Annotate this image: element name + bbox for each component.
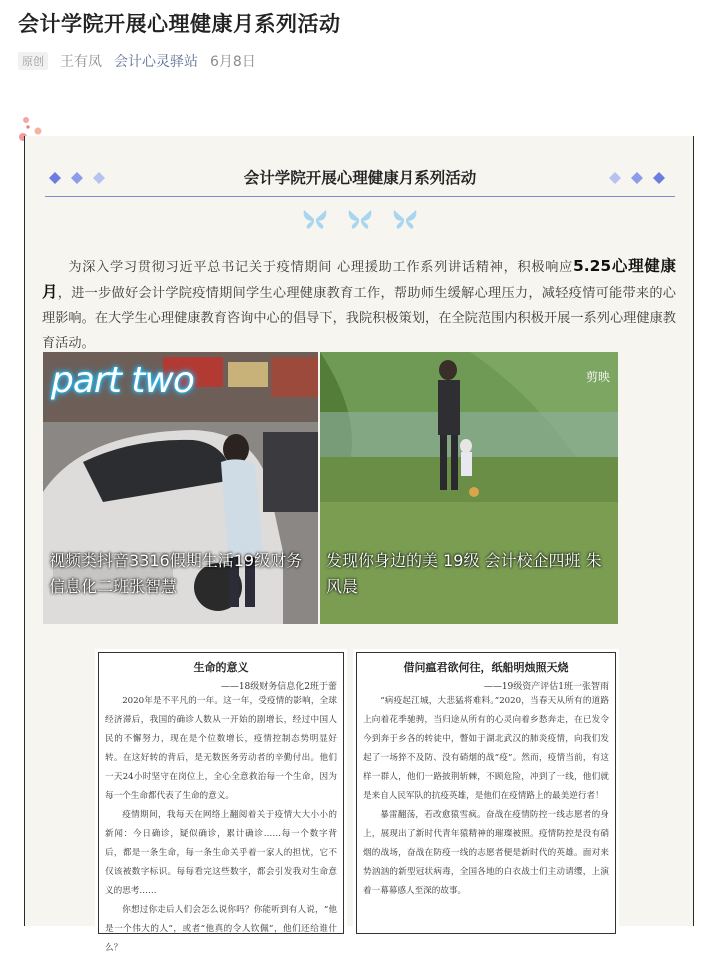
essay-document-2[interactable] — [356, 652, 616, 934]
essay-paragraph: 疫情期间，我每天在网络上翻阅着关于疫情大大小小的新闻：今日确诊，疑似确诊，累计确诊……每一个数字背后，都是一条生命，每一条生命关乎着一家人的担忧，它不仅该被数字标识。每每看完这些数字，都会引发我对生命意义的思考…… — [105, 810, 337, 896]
article-title: 会计学院开展心理健康月系列活动 — [18, 12, 341, 36]
intro-highlight: 5.25心理健康月 — [42, 257, 676, 301]
intro-text-1: 为深入学习贯彻习近平总书记关于疫情期间 心理援助工作系列讲话精神，积极响应 — [68, 260, 573, 275]
card-header — [45, 156, 675, 197]
author-name: 王有凤 — [60, 54, 102, 70]
essay-title-1: 生命的意义 — [193, 661, 249, 674]
essay-paragraph: 2020年是不平凡的一年。这一年，受疫情的影响，全球经济滞后，我国的确诊人数从一开始的剧增长，经过中国人民的不懈努力，现在是个位数增长，疫情控制态势明显好转。在这好转的背后，是无数医务劳动者的辛勤付出。他们一天24小时坚守在岗位上，全心全意救治每一个生命，因为每一个生命都代表了生命的意义。 — [105, 696, 337, 801]
essay-byline-2: ——19级资产评估1班一张智雨 — [483, 682, 609, 692]
original-tag: 原创 — [18, 52, 48, 70]
essay-paragraph: 你想过你走后人们会怎么说你吗？你能听到有人说，“他是一个伟大的人”，或者“他真的令人钦佩”，他们还给谁什么？ — [105, 905, 337, 953]
essay-title-2: 借问瘟君欲何往，纸船明烛照天烧 — [403, 661, 569, 674]
account-link[interactable]: 会计心灵驿站 — [114, 54, 198, 70]
essay-byline-1: ——18级财务信息化2班于蕾 — [220, 682, 337, 692]
photo-caption-1: 视频类抖音3316假期生活19级财务信息化二班张智慧 — [49, 551, 303, 596]
intro-text-2: ，进一步做好会计学院疫情期间学生心理健康教育工作，帮助师生缓解心理压力，减轻疫情可能带来的心理影响。在大学生心理健康教育咨询中心的倡导下，我院积极策划，在全院范围内积极开展一系列心理健康教育活动。 — [42, 286, 676, 351]
card-heading: 会计学院开展心理健康月系列活动 — [243, 169, 477, 187]
article-card — [24, 136, 694, 953]
article-meta — [18, 52, 256, 70]
diamond-right-icon — [609, 172, 669, 184]
butterfly-icon — [300, 208, 430, 230]
publish-date: 6月8日 — [210, 54, 256, 70]
capcut-logo-icon: 剪映 — [585, 370, 610, 384]
photo-caption-2: 发现你身边的美 19级 会计校企四班 朱风晨 — [326, 551, 602, 596]
intro-paragraph — [42, 254, 676, 356]
essay-document-1[interactable] — [98, 652, 344, 953]
part-two-overlay: part two — [51, 360, 194, 401]
essay-paragraph: 暴雷翻荡，若改愈猿雪疯。奋战在疫情防控一线志愿者的身上，展现出了新时代青年猿精神的璀璨被照。疫情防控是没有硝烟的战场，奋战在防疫一线的志愿者便是新时代的英雄。面对来势汹汹的新型冠状病毒，全国各地的白衣战士们主动请缨，上演着一幕幕感人至深的故事。 — [363, 810, 609, 896]
video-photo-2[interactable] — [320, 352, 618, 624]
essay-paragraph: “病疫起江城，大悲猛将难料。”2020，当春天从所有的道路上向着花季驰骋，当归途从所有的心灵向着乡愁奔走，在已发令今到奔于乡各的转徒中，瞥如于湖北武汉的肺炎疫情，向我们发起了一场猝不及防、没有硝烟的战“疫”。然而，疫情当前，有这样一群人，他们一路披荆斩棘，不顾危险，冲到了一线，他们就是来自人民军队的抗疫英雄，是他们在疫情路上的最美逆行者！ — [363, 696, 609, 801]
video-photo-1[interactable] — [43, 352, 318, 624]
